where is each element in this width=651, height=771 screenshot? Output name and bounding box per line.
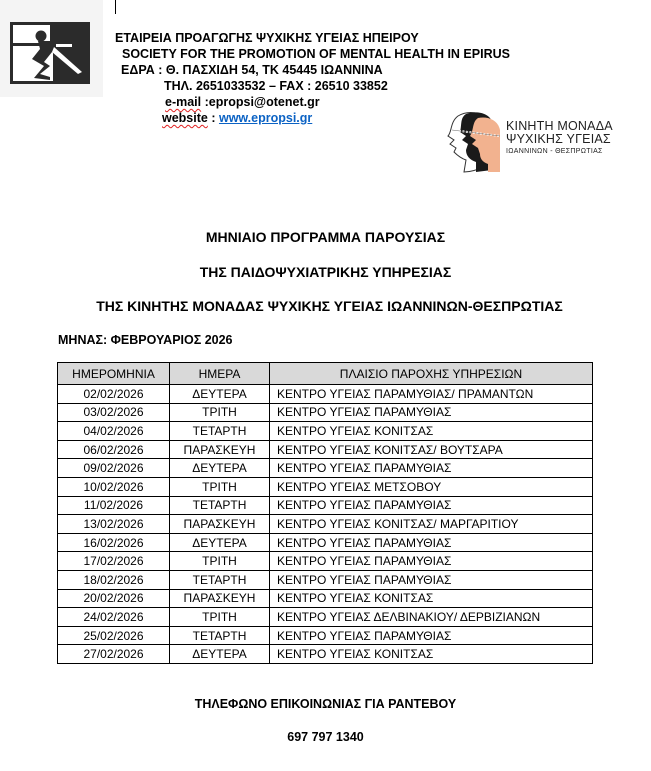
- cell-date: 11/02/2026: [58, 496, 170, 515]
- cell-location: ΚΕΝΤΡΟ ΥΓΕΙΑΣ ΠΑΡΑΜΥΘΙΑΣ: [270, 533, 593, 552]
- logo-line-2: ΨΥΧΙΚΗΣ ΥΓΕΙΑΣ: [506, 132, 611, 146]
- cell-location: ΚΕΝΤΡΟ ΥΓΕΙΑΣ ΚΟΝΙΤΣΑΣ: [270, 589, 593, 608]
- website-separator: :: [207, 111, 219, 125]
- table-row: [58, 608, 593, 627]
- table-row: [58, 459, 593, 478]
- cell-date: 25/02/2026: [58, 626, 170, 645]
- cell-day: ΤΡΙΤΗ: [170, 477, 270, 496]
- cell-location: ΚΕΝΤΡΟ ΥΓΕΙΑΣ ΔΕΛΒΙΝΑΚΙΟΥ/ ΔΕΡΒΙΖΙΑΝΩΝ: [270, 608, 593, 627]
- logo-line-1: ΚΙΝΗΤΗ ΜΟΝΑΔΑ: [506, 119, 613, 133]
- contact-phone-label: ΤΗΛΕΦΩΝΟ ΕΠΙΚΟΙΝΩΝΙΑΣ ΓΙΑ ΡΑΝΤΕΒΟΥ: [194, 697, 457, 711]
- org-email: [165, 94, 320, 110]
- org-address: ΕΔΡΑ : Θ. ΠΑΣΧΙΔΗ 54, ΤΚ 45445 ΙΩΑΝΝΙΝΑ: [121, 63, 383, 77]
- cell-location: ΚΕΝΤΡΟ ΥΓΕΙΑΣ ΜΕΤΣΟΒΟΥ: [270, 477, 593, 496]
- cell-day: ΔΕΥΤΕΡΑ: [170, 533, 270, 552]
- cell-day: ΤΡΙΤΗ: [170, 608, 270, 627]
- table-row: [58, 570, 593, 589]
- cell-date: 17/02/2026: [58, 552, 170, 571]
- table-row: [58, 422, 593, 441]
- cell-location: ΚΕΝΤΡΟ ΥΓΕΙΑΣ ΚΟΝΙΤΣΑΣ/ ΒΟΥΤΣΑΡΑ: [270, 440, 593, 459]
- table-row: [58, 515, 593, 534]
- cell-day: ΤΕΤΑΡΤΗ: [170, 422, 270, 441]
- email-value: :epropsi@otenet.gr: [201, 95, 320, 109]
- cell-date: 18/02/2026: [58, 570, 170, 589]
- cell-location: ΚΕΝΤΡΟ ΥΓΕΙΑΣ ΠΑΡΑΜΥΘΙΑΣ: [270, 552, 593, 571]
- logo-line-3: ΙΩΑΝΝΙΝΩΝ - ΘΕΣΠΡΩΤΙΑΣ: [506, 148, 603, 155]
- column-header-service-location: ΠΛΑΙΣΙΟ ΠΑΡΟΧΗΣ ΥΠΗΡΕΣΙΩΝ: [270, 363, 593, 385]
- cell-location: ΚΕΝΤΡΟ ΥΓΕΙΑΣ ΚΟΝΙΤΣΑΣ: [270, 422, 593, 441]
- cell-date: 02/02/2026: [58, 385, 170, 404]
- table-row: [58, 477, 593, 496]
- mobile-unit-logo: [444, 110, 624, 174]
- cell-date: 06/02/2026: [58, 440, 170, 459]
- cell-day: ΤΕΤΑΡΤΗ: [170, 626, 270, 645]
- table-row: [58, 552, 593, 571]
- text-cursor: [115, 0, 116, 14]
- cell-day: ΠΑΡΑΣΚΕΥΗ: [170, 589, 270, 608]
- org-phone-fax: ΤΗΛ. 2651033532 – FAX : 26510 33852: [164, 79, 388, 93]
- document-title-line-2: ΤΗΣ ΠΑΙΔΟΨΥΧΙΑΤΡΙΚΗΣ ΥΠΗΡΕΣΙΑΣ: [199, 264, 452, 280]
- cell-day: ΤΡΙΤΗ: [170, 403, 270, 422]
- month-label: ΜΗΝΑΣ: ΦΕΒΡΟΥΑΡΙΟΣ 2026: [58, 333, 233, 347]
- faces-profile-logo-icon: [444, 110, 504, 174]
- table-row: [58, 533, 593, 552]
- org-name-greek: ΕΤΑΙΡΕΙΑ ΠΡΟΑΓΩΓΗΣ ΨΥΧΙΚΗΣ ΥΓΕΙΑΣ ΗΠΕΙΡΟΥ: [115, 31, 419, 45]
- cell-day: ΔΕΥΤΕΡΑ: [170, 385, 270, 404]
- document-title-line-1: ΜΗΝΙΑΙΟ ΠΡΟΓΡΑΜΜΑ ΠΑΡΟΥΣΙΑΣ: [205, 229, 446, 245]
- cell-date: 09/02/2026: [58, 459, 170, 478]
- table-row: [58, 496, 593, 515]
- email-label: e-mail: [165, 95, 202, 109]
- org-name-english: SOCIETY FOR THE PROMOTION OF MENTAL HEALTH IN EPIRUS: [122, 47, 510, 61]
- table-row: [58, 385, 593, 404]
- schedule-table: [57, 362, 593, 664]
- cell-date: 20/02/2026: [58, 589, 170, 608]
- cell-location: ΚΕΝΤΡΟ ΥΓΕΙΑΣ ΚΟΝΙΤΣΑΣ/ ΜΑΡΓΑΡΙΤΙΟΥ: [270, 515, 593, 534]
- column-header-day: ΗΜΕΡΑ: [170, 363, 270, 385]
- cell-day: ΠΑΡΑΣΚΕΥΗ: [170, 515, 270, 534]
- cell-day: ΠΑΡΑΣΚΕΥΗ: [170, 440, 270, 459]
- contact-phone-number: 697 797 1340: [287, 730, 364, 744]
- cell-day: ΤΕΤΑΡΤΗ: [170, 496, 270, 515]
- org-website: [162, 110, 312, 126]
- cell-date: 03/02/2026: [58, 403, 170, 422]
- cell-date: 16/02/2026: [58, 533, 170, 552]
- table-row: [58, 589, 593, 608]
- cell-date: 13/02/2026: [58, 515, 170, 534]
- cell-date: 24/02/2026: [58, 608, 170, 627]
- cell-location: ΚΕΝΤΡΟ ΥΓΕΙΑΣ ΠΑΡΑΜΥΘΙΑΣ: [270, 626, 593, 645]
- website-link[interactable]: www.epropsi.gr: [218, 111, 313, 125]
- table-row: [58, 645, 593, 664]
- cell-day: ΤΡΙΤΗ: [170, 552, 270, 571]
- cell-location: ΚΕΝΤΡΟ ΥΓΕΙΑΣ ΠΑΡΑΜΥΘΙΑΣ/ ΠΡΑΜΑΝΤΩΝ: [270, 385, 593, 404]
- cell-location: ΚΕΝΤΡΟ ΥΓΕΙΑΣ ΠΑΡΑΜΥΘΙΑΣ: [270, 403, 593, 422]
- running-figure-logo-icon: [10, 22, 90, 84]
- table-header-row: [58, 363, 593, 385]
- cell-date: 10/02/2026: [58, 477, 170, 496]
- cell-day: ΔΕΥΤΕΡΑ: [170, 459, 270, 478]
- cell-day: ΤΕΤΑΡΤΗ: [170, 570, 270, 589]
- cell-location: ΚΕΝΤΡΟ ΥΓΕΙΑΣ ΠΑΡΑΜΥΘΙΑΣ: [270, 459, 593, 478]
- cell-date: 04/02/2026: [58, 422, 170, 441]
- website-label: website: [162, 111, 208, 125]
- column-header-date: ΗΜΕΡΟΜΗΝΙΑ: [58, 363, 170, 385]
- cell-location: ΚΕΝΤΡΟ ΥΓΕΙΑΣ ΠΑΡΑΜΥΘΙΑΣ: [270, 496, 593, 515]
- cell-location: ΚΕΝΤΡΟ ΥΓΕΙΑΣ ΚΟΝΙΤΣΑΣ: [270, 645, 593, 664]
- table-row: [58, 403, 593, 422]
- table-row: [58, 440, 593, 459]
- cell-location: ΚΕΝΤΡΟ ΥΓΕΙΑΣ ΠΑΡΑΜΥΘΙΑΣ: [270, 570, 593, 589]
- cell-day: ΔΕΥΤΕΡΑ: [170, 645, 270, 664]
- org-logo-left: [0, 0, 103, 97]
- mobile-unit-logo-text: [506, 120, 613, 157]
- document-title-line-3: ΤΗΣ ΚΙΝΗΤΗΣ ΜΟΝΑΔΑΣ ΨΥΧΙΚΗΣ ΥΓΕΙΑΣ ΙΩΑΝΝΙΝΩΝ-ΘΕΣΠΡΩΤΙΑΣ: [96, 298, 563, 314]
- table-row: [58, 626, 593, 645]
- cell-date: 27/02/2026: [58, 645, 170, 664]
